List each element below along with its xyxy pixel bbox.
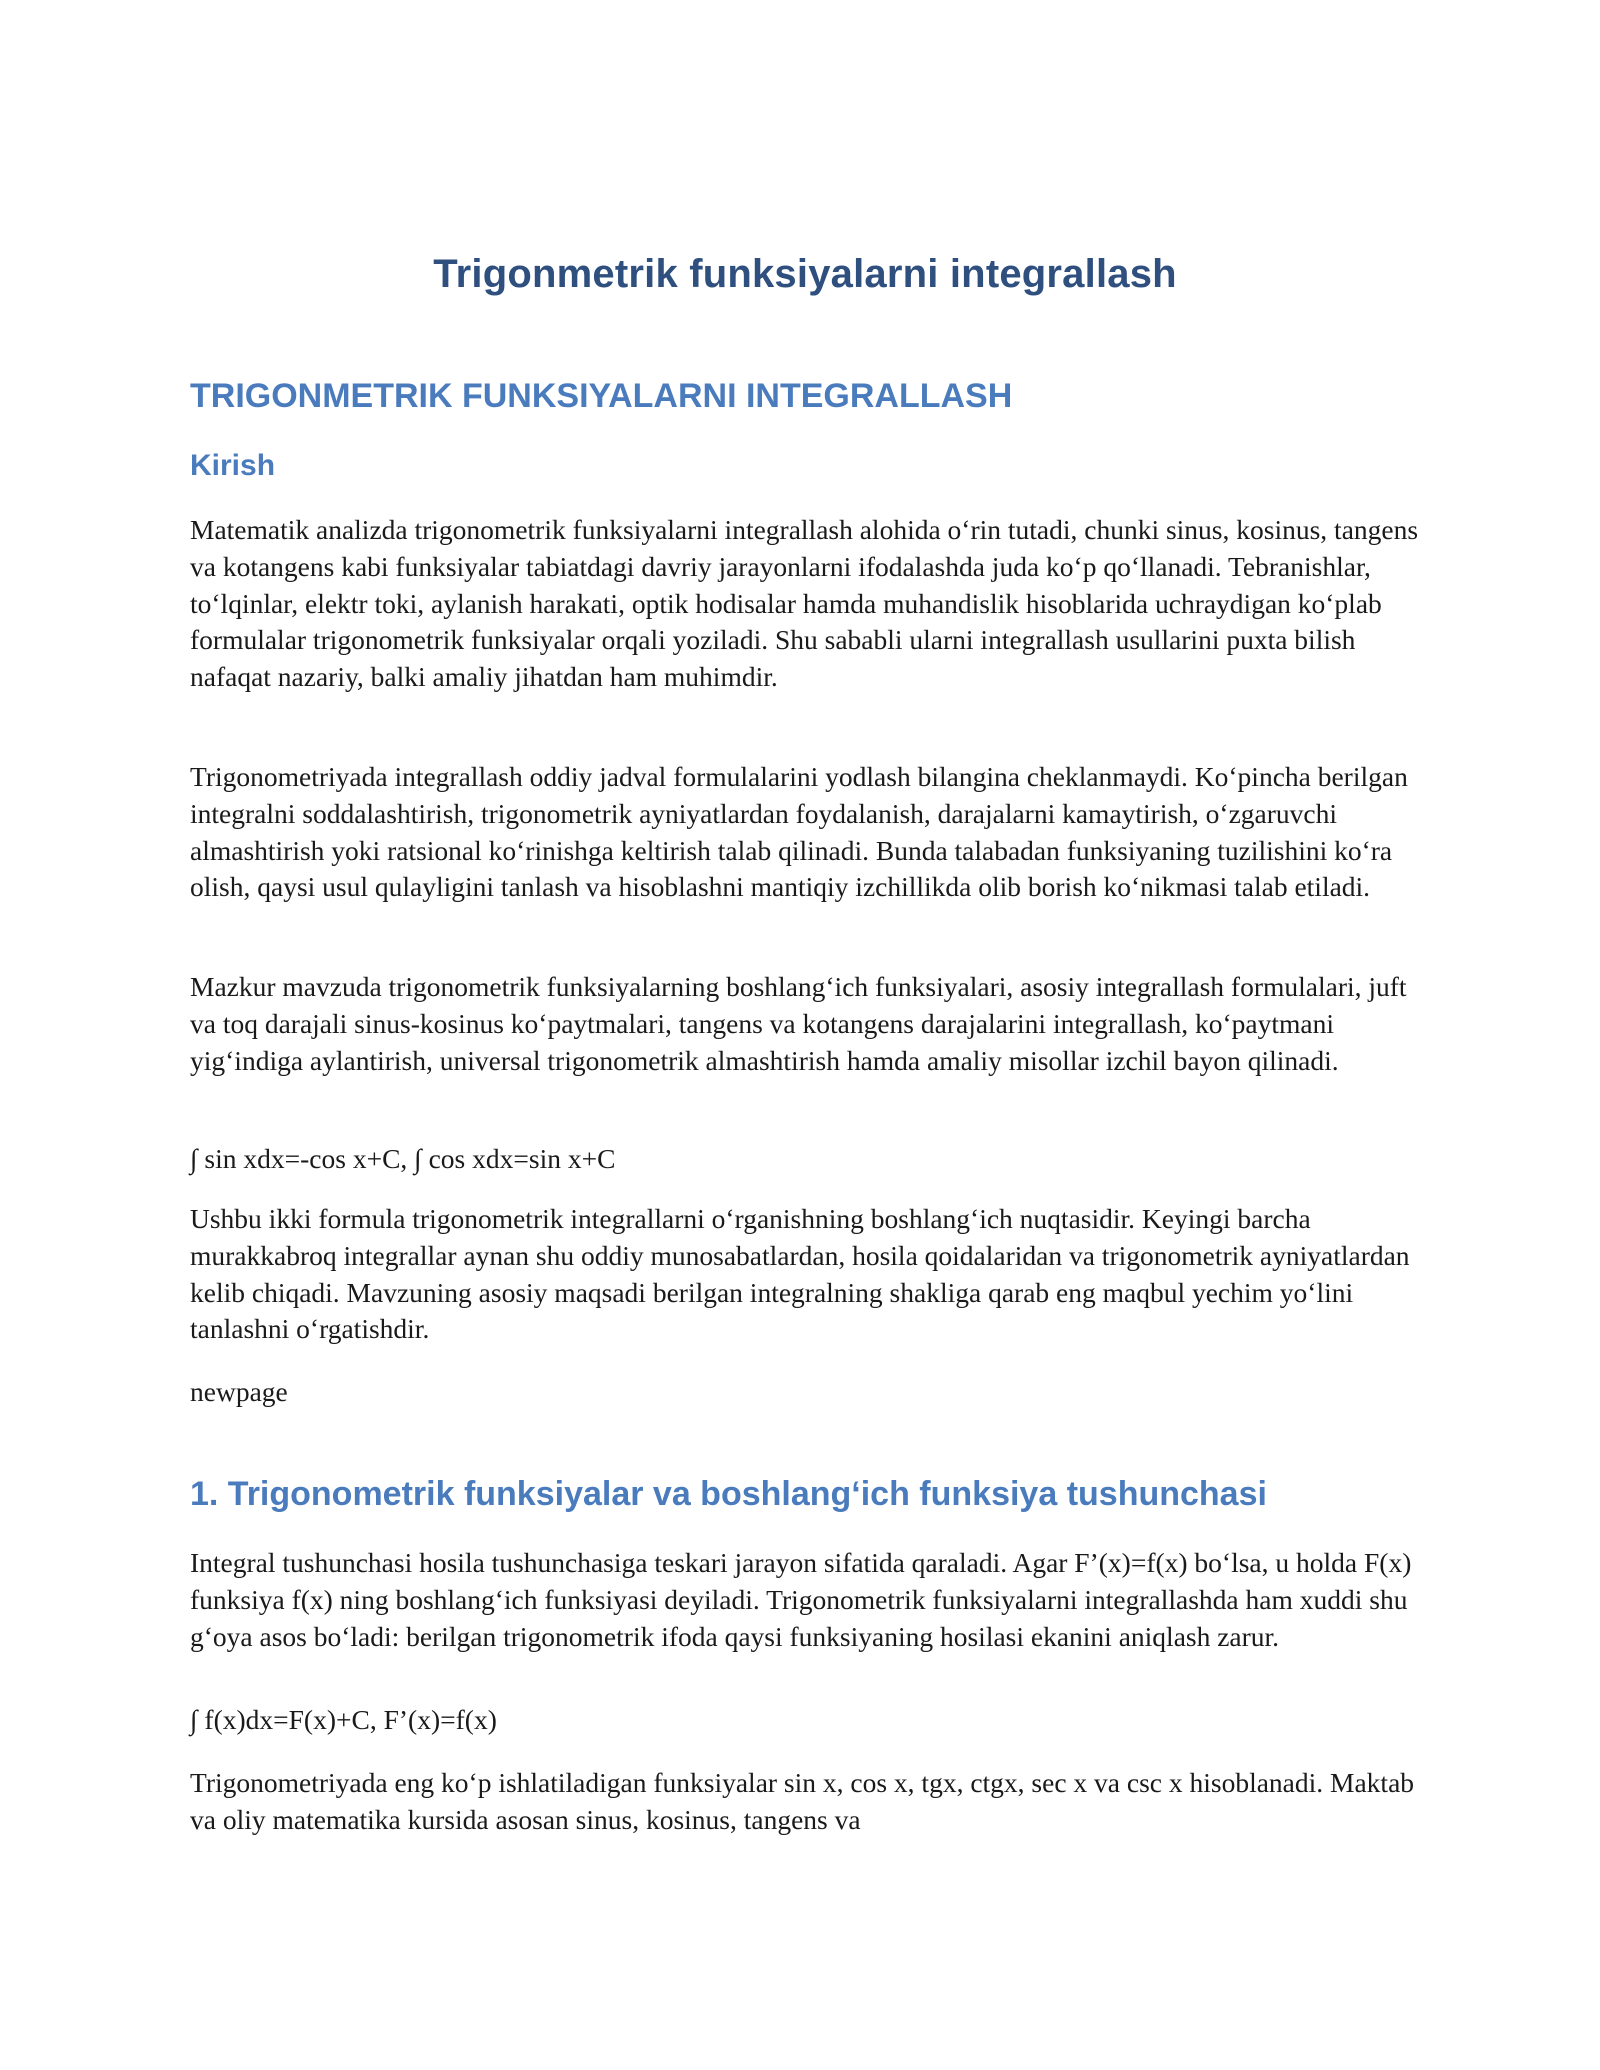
section1-paragraph-2: Trigonometriyada eng ko‘p ishlatiladigan funksiyalar sin x, cos x, tgx, ctgx, sec x va csc x hisoblanadi. Maktab va oliy matematika kursida asosan sinus, kosinus, tangens va [190,1767,1415,1835]
formula-block-1 [190,1141,1420,1178]
paragraph-block-3 [190,969,1420,1079]
section-heading: TRIGONMETRIK FUNKSIYALARNI INTEGRALLASH [190,377,1013,415]
section1-heading: 1. Trigonometrik funksiyalar va boshlang‘ich funksiya tushunchasi [190,1475,1267,1513]
intro-heading-block [190,448,1420,484]
intro-paragraph-4: Ushbu ikki formula trigonometrik integrallarni o‘rganishning boshlang‘ich nuqtasidir. Keyingi barcha murakkabroq integrallar aynan shu oddiy munosabatlardan, hosila qoidalaridan va trigonometrik ayniyatlardan kelib chiqadi. Mavzuning asosiy maqsadi berilgan integralning shakliga qarab eng maqbul yechim yo‘lini tanlashni o‘rgatishdir. [190,1203,1410,1345]
intro-paragraph-1: Matematik analizda trigonometrik funksiyalarni integrallash alohida o‘rin tutadi, chunki sinus, kosinus, tangens va kotangens kabi funksiyalar tabiatdagi davriy jarayonlarni ifodalashda juda ko‘p qo‘llanadi. Tebranishlar, to‘lqinlar, elektr toki, aylanish harakati, optik hodisalar hamda muhandislik hisoblarida uchraydigan ko‘plab formulalar trigonometrik funksiyalar orqali yoziladi. Shu sababli ularni integrallash usullarini puxta bilish nafaqat nazariy, balki amaliy jihatdan ham muhimdir. [190,514,1419,693]
section1-paragraph-block-1 [190,1545,1420,1655]
section1-paragraph-1: Integral tushunchasi hosila tushunchasiga teskari jarayon sifatida qaraladi. Agar F’(x)=f(x) bo‘lsa, u holda F(x) funksiya f(x) ning boshlang‘ich funksiyasi deyiladi. Trigonometrik funksiyalarni integrallashda ham xuddi shu g‘oya asos bo‘ladi: berilgan trigonometrik ifoda qaysi funksiyaning hosilasi ekanini aniqlash zarur. [190,1547,1412,1652]
newpage-marker: newpage [190,1376,288,1407]
paragraph-block-2 [190,759,1420,906]
paragraph-block-1 [190,512,1420,696]
section1-heading-block [190,1474,1420,1515]
intro-heading: Kirish [190,449,276,482]
document-title: Trigonmetrik funksiyalarni integrallash [433,252,1177,296]
formula-sin-cos: ∫ sin xdx=-cos x+C, ∫ cos xdx=sin x+C [190,1143,616,1174]
formula-block-2 [190,1702,1420,1739]
section1-paragraph-block-2 [190,1765,1420,1839]
newpage-marker-block [190,1374,1420,1411]
paragraph-block-4 [190,1201,1420,1348]
intro-paragraph-3: Mazkur mavzuda trigonometrik funksiyalarning boshlang‘ich funksiyalari, asosiy integrallash formulalari, juft va toq darajali sinus-kosinus ko‘paytmalari, tangens va kotangens darajalarini integrallash, ko‘paytmani yig‘indiga aylantirish, universal trigonometrik almashtirish hamda amaliy misollar izchil bayon qilinadi. [190,971,1407,1076]
section-heading-block [190,376,1420,417]
intro-paragraph-2: Trigonometriyada integrallash oddiy jadval formulalarini yodlash bilangina cheklanmaydi. Ko‘pincha berilgan integralni soddalashtirish, trigonometrik ayniyatlardan foydalanish, darajalarni kamaytirish, o‘zgaruvchi almashtirish yoki ratsional ko‘rinishga keltirish talab qilinadi. Bunda talabadan funksiyaning tuzilishini ko‘ra olish, qaysi usul qulayligini tanlash va hisoblashni mantiqiy izchillikda olib borish ko‘nikmasi talab etiladi. [190,761,1408,903]
formula-antiderivative: ∫ f(x)dx=F(x)+C, F’(x)=f(x) [190,1704,497,1735]
